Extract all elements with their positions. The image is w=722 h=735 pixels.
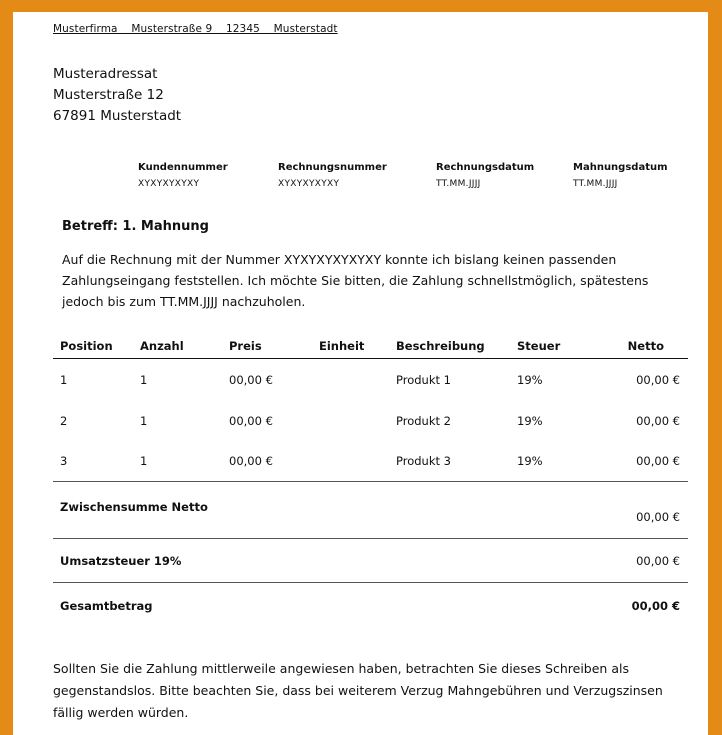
- cell-position: 2: [60, 413, 68, 428]
- cell-price: 00,00 €: [229, 454, 273, 468]
- cell-net: 00,00 €: [636, 454, 680, 468]
- cell-net: 00,00 €: [636, 373, 680, 387]
- meta-label: Rechnungsdatum: [436, 162, 535, 173]
- subtotal-value: 00,00 €: [636, 509, 680, 524]
- header-unit: Einheit: [319, 339, 365, 353]
- total-row: [53, 582, 688, 627]
- table-row: [53, 400, 688, 441]
- table-row: [53, 440, 688, 481]
- meta-customer-number: [138, 162, 228, 189]
- cell-price: 00,00 €: [229, 413, 273, 428]
- total-value: 00,00 €: [631, 598, 680, 613]
- cell-position: 1: [60, 373, 68, 387]
- meta-value: XYXYXYXYXY: [278, 179, 340, 189]
- cell-tax: 19%: [517, 373, 543, 387]
- table-row: [53, 359, 688, 400]
- cell-price: 00,00 €: [229, 373, 273, 387]
- table-header: [53, 334, 688, 359]
- meta-label: Mahnungsdatum: [573, 162, 668, 173]
- letter-page: [13, 12, 708, 735]
- cell-net: 00,00 €: [636, 413, 680, 428]
- meta-invoice-date: [436, 162, 534, 189]
- recipient-address: [53, 64, 181, 127]
- header-price: Preis: [229, 339, 262, 353]
- header-position: Position: [60, 339, 113, 353]
- cell-quantity: 1: [140, 413, 148, 428]
- subtotal-label: Zwischensumme Netto: [60, 499, 208, 514]
- cell-quantity: 1: [140, 373, 148, 387]
- meta-reminder-date: [573, 162, 668, 189]
- subtotal-row: [53, 481, 688, 538]
- meta-invoice-number: [278, 162, 387, 189]
- sender-address-line: Musterfirma Musterstraße 9 12345 Musterstadt: [53, 23, 338, 35]
- meta-label: Rechnungsnummer: [278, 162, 387, 173]
- header-tax: Steuer: [517, 339, 561, 353]
- tax-value: 00,00 €: [636, 553, 680, 568]
- invoice-table: [53, 334, 688, 627]
- cell-description: Produkt 1: [396, 373, 451, 387]
- cell-description: Produkt 2: [396, 413, 451, 428]
- cell-tax: 19%: [517, 413, 543, 428]
- recipient-street: Musterstraße 12: [53, 87, 164, 103]
- intro-paragraph: Auf die Rechnung mit der Nummer XYXYXYXYXYXY konnte ich bislang keinen passenden Zahlungseingang feststellen. Ich möchte Sie bitten, die Zahlung schnellstmöglich, spätestens jedoch bis zum TT.MM.JJJJ nachzuholen.: [62, 252, 649, 309]
- recipient-city: 67891 Musterstadt: [53, 108, 182, 124]
- closing-paragraph: Sollten Sie die Zahlung mittlerweile angewiesen haben, betrachten Sie dieses Schreiben als gegenstandslos. Bitte beachten Sie, dass bei weiterem Verzug Mahngebühren und Verzugszinsen fällig werden würden.: [53, 661, 663, 720]
- header-net: Netto: [627, 339, 664, 353]
- cell-description: Produkt 3: [396, 454, 451, 468]
- total-label: Gesamtbetrag: [60, 598, 153, 613]
- subject-line: Betreff: 1. Mahnung: [62, 219, 209, 234]
- meta-value: TT.MM.JJJJ: [573, 179, 618, 189]
- meta-label: Kundennummer: [138, 162, 228, 173]
- meta-value: TT.MM.JJJJ: [436, 179, 481, 189]
- header-quantity: Anzahl: [140, 339, 184, 353]
- header-description: Beschreibung: [396, 339, 485, 353]
- tax-label: Umsatzsteuer 19%: [60, 553, 182, 568]
- recipient-name: Musteradressat: [53, 66, 158, 82]
- meta-value: XYXYXYXYXY: [138, 179, 200, 189]
- cell-tax: 19%: [517, 454, 543, 468]
- tax-row: [53, 538, 688, 582]
- cell-position: 3: [60, 454, 68, 468]
- cell-quantity: 1: [140, 454, 148, 468]
